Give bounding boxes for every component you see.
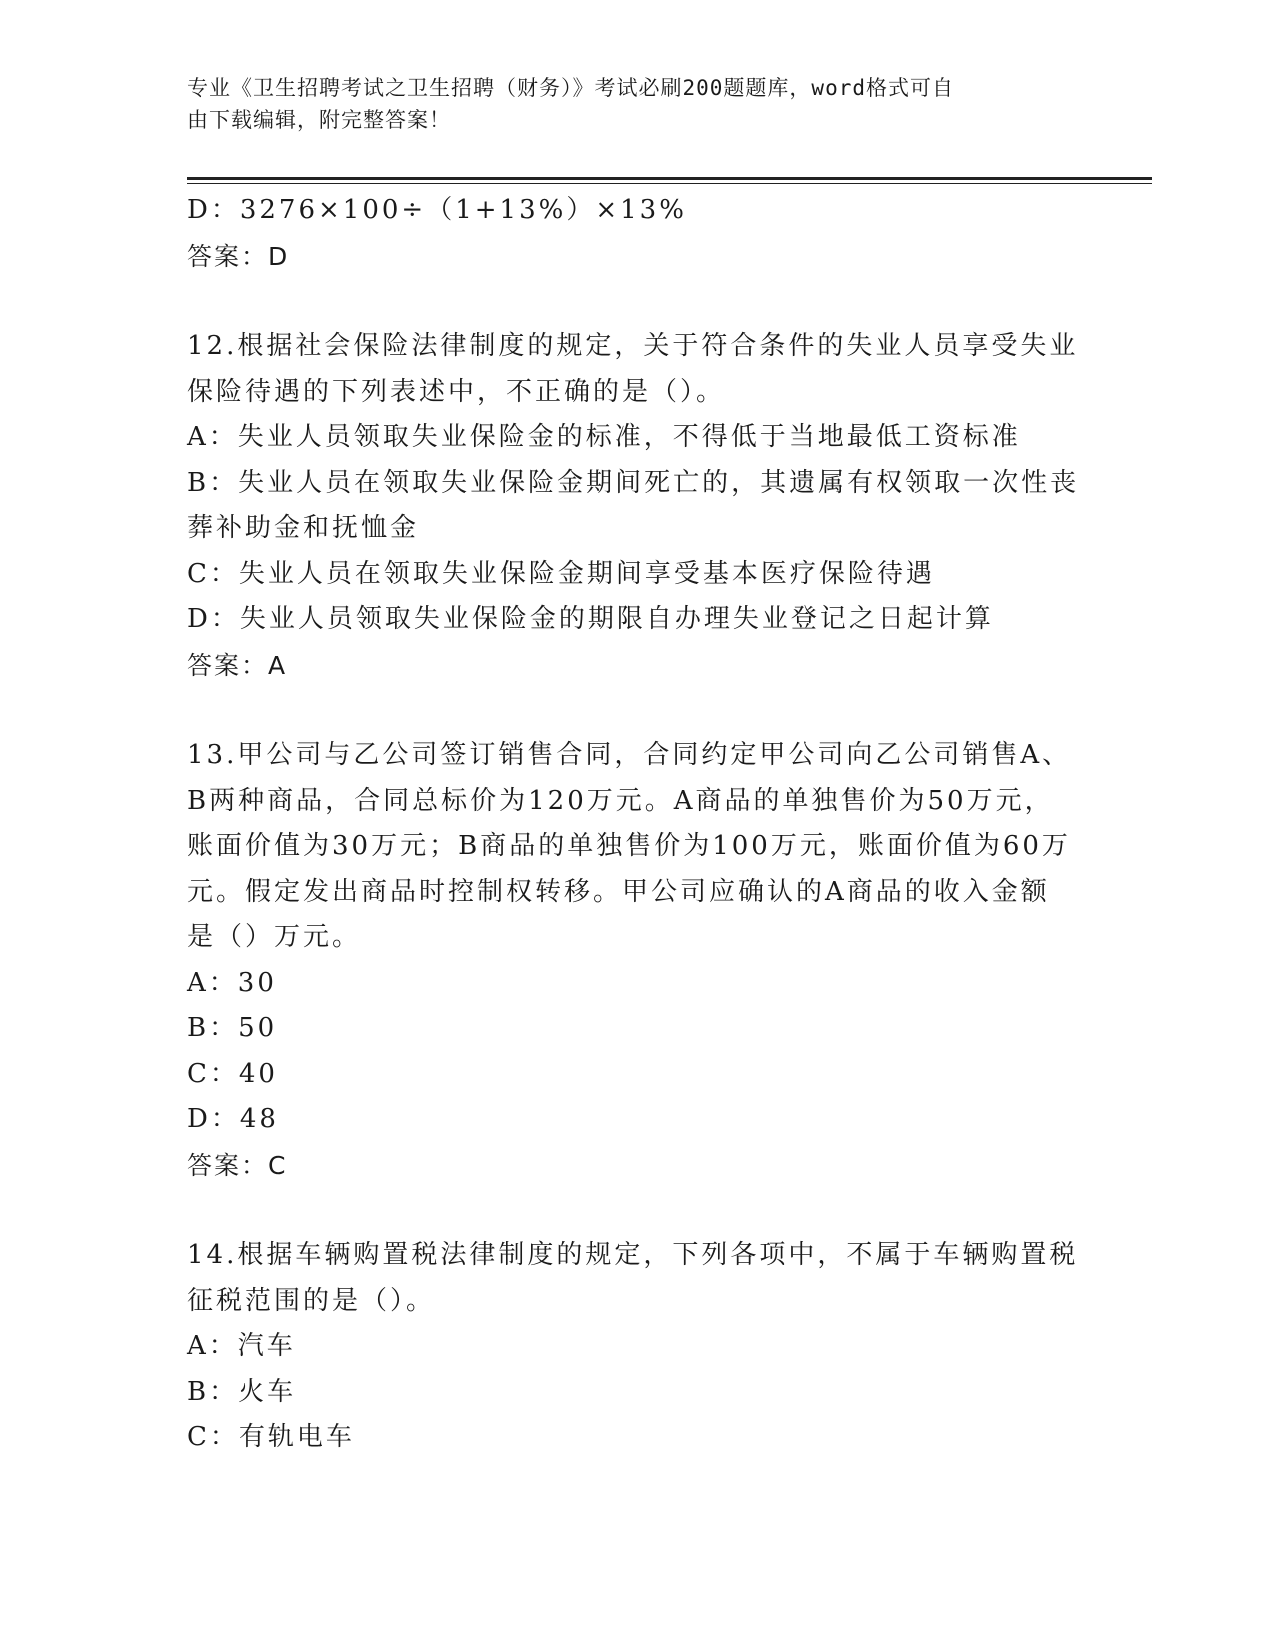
spacer xyxy=(187,279,1087,324)
question-12 xyxy=(187,324,1087,688)
option-a: A：失业人员领取失业保险金的标准，不得低于当地最低工资标准 xyxy=(187,422,1021,452)
question-stem: 是（）万元。 xyxy=(187,922,362,952)
option-b: B：火车 xyxy=(187,1376,297,1407)
spacer xyxy=(187,688,1087,733)
document-header xyxy=(187,72,1067,136)
option-b-continued: 葬补助金和抚恤金 xyxy=(187,513,420,543)
question-stem: 14.根据车辆购置税法律制度的规定，下列各项中，不属于车辆购置税 xyxy=(187,1240,1079,1270)
option-d: D：48 xyxy=(187,1104,279,1134)
answer: 答案：A xyxy=(187,650,288,680)
question-stem: 13.甲公司与乙公司签订销售合同，合同约定甲公司向乙公司销售A、 xyxy=(187,740,1072,770)
question-stem: 12.根据社会保险法律制度的规定，关于符合条件的失业人员享受失业 xyxy=(187,331,1079,361)
option-a: A：汽车 xyxy=(187,1331,296,1361)
option-a: A：30 xyxy=(187,967,277,998)
header-divider-thin xyxy=(187,183,1152,184)
answer: 答案：D xyxy=(187,241,290,271)
option-b: B：50 xyxy=(187,1013,278,1043)
document-body xyxy=(187,188,1087,1461)
option-c: C：40 xyxy=(187,1058,278,1089)
header-divider-thick xyxy=(187,177,1152,180)
question-13 xyxy=(187,733,1087,1188)
option-d: D：3276×100÷（1+13%）×13% xyxy=(187,195,687,225)
option-d: D：失业人员领取失业保险金的期限自办理失业登记之日起计算 xyxy=(187,604,994,634)
question-stem: 元。假定发出商品时控制权转移。甲公司应确认的A商品的收入金额 xyxy=(187,876,1050,907)
question-stem: 保险待遇的下列表述中，不正确的是（）。 xyxy=(187,376,726,407)
option-c: C：有轨电车 xyxy=(187,1422,355,1452)
question-stem: 征税范围的是（）。 xyxy=(187,1285,436,1316)
question-stem: 账面价值为30万元；B商品的单独售价为100万元，账面价值为60万 xyxy=(187,831,1071,861)
question-14 xyxy=(187,1233,1087,1461)
option-c: C：失业人员在领取失业保险金期间享受基本医疗保险待遇 xyxy=(187,558,935,589)
header-line-2: 由下载编辑，附完整答案！ xyxy=(187,108,451,132)
question-11-tail xyxy=(187,188,1087,279)
question-stem: B两种商品，合同总标价为120万元。A商品的单独售价为50万元， xyxy=(187,785,1054,816)
answer: 答案：C xyxy=(187,1150,288,1180)
header-line-1: 专业《卫生招聘考试之卫生招聘（财务）》考试必刷200题题库，word格式可自 xyxy=(187,76,954,100)
option-b: B：失业人员在领取失业保险金期间死亡的，其遗属有权领取一次性丧 xyxy=(187,467,1080,498)
spacer xyxy=(187,1188,1087,1233)
